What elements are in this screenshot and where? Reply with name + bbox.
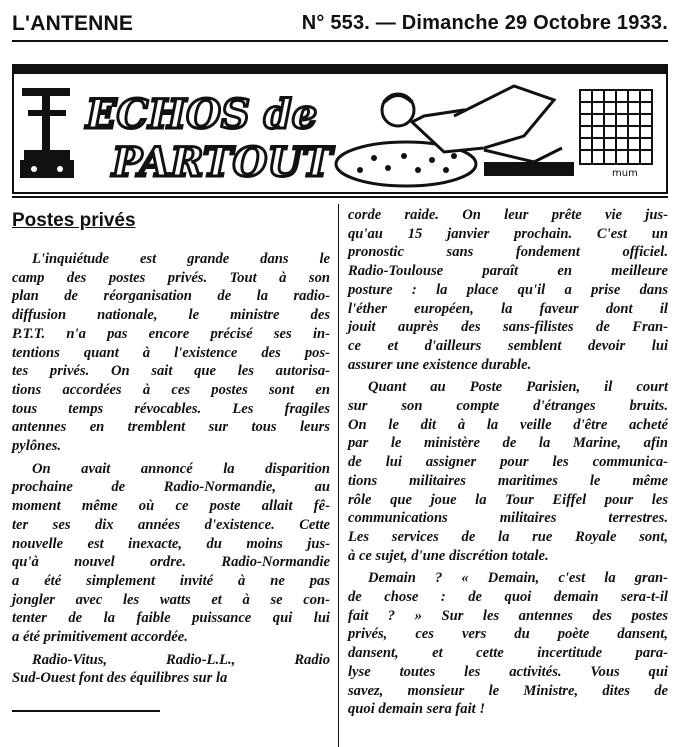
text-line: On avait annoncé la disparition	[32, 460, 330, 477]
text-line: tous temps révocables. Les fragiles	[12, 400, 330, 417]
text-line: par le ministère de la Marine, afin	[348, 435, 668, 452]
text-line: Les services de la rue Royale sont,	[348, 528, 668, 545]
text-line: prochaine de Radio-Normandie, au	[12, 479, 330, 496]
issue-date: N° 553. — Dimanche 29 Octobre 1933.	[301, 12, 668, 34]
text-line: moment même où ce poste allait fê-	[12, 498, 330, 515]
text-line: tes privés. On sait que les autorisa-	[12, 363, 330, 380]
text-line: Demain ? « Demain, c'est la gran-	[368, 570, 668, 587]
newspaper-name: L'ANTENNE	[12, 12, 134, 35]
masthead	[12, 10, 668, 42]
text-line: plan de réorganisation de la radio-	[12, 288, 330, 305]
echos-de-partout-banner	[12, 64, 668, 194]
radio-set-icon	[20, 88, 74, 178]
text-line: Sud-Ouest font des équilibres sur la	[12, 670, 228, 687]
article-paragraph	[12, 651, 330, 688]
text-line: savez, monsieur le Ministre, dites de	[348, 682, 668, 699]
text-line: tions accordées à ces postes sont en	[12, 381, 330, 398]
text-line: de lui assigner pour les communica-	[348, 454, 668, 471]
text-line: Quant au Poste Parisien, il court	[368, 379, 668, 396]
text-line: jongler avec les watts et à se con-	[12, 591, 330, 608]
text-line: Radio-Toulouse paraît en meilleure	[348, 263, 668, 280]
text-line: ter ses dix années d'existence. Cette	[12, 516, 330, 533]
text-line: diffusion nationale, le ministre des	[12, 307, 330, 324]
reclining-figure-illustration	[336, 86, 574, 186]
text-line: sur son compte d'étranges bruits.	[348, 398, 668, 415]
text-line: qu'à nouvel ordre. Radio-Normandie	[12, 554, 330, 571]
text-line: rôle que joue la Tour Eiffel pour les	[348, 491, 668, 508]
text-line: a été simplement invité à ne pas	[12, 572, 330, 589]
text-line: de chose : de quoi demain sera-t-il	[348, 589, 668, 606]
left-column	[12, 250, 330, 688]
text-line: nouvelle est inexacte, du moins jus-	[12, 535, 330, 552]
text-line: l'éther européen, la faveur dont il	[348, 300, 668, 317]
article-paragraph	[348, 569, 668, 719]
right-column	[348, 206, 668, 719]
article-paragraph	[348, 206, 668, 374]
text-line: pylônes.	[12, 438, 62, 455]
article-paragraph	[348, 378, 668, 565]
banner-bottom-rule	[12, 196, 668, 198]
article-paragraph	[12, 460, 330, 647]
text-line: camp des postes privés. Tout à son	[12, 269, 330, 286]
text-line: communications militaires terrestres.	[348, 510, 668, 527]
artist-signature: mum	[612, 168, 638, 179]
text-line: tentions quant à l'existence des pos-	[12, 344, 330, 361]
column-divider	[338, 204, 339, 747]
text-line: fait ? » Sur les antennes des postes	[348, 607, 668, 624]
article-headline: Postes privés	[12, 210, 136, 231]
text-line: jouit auprès des sans-filistes de Fran-	[348, 319, 668, 336]
text-line: posture : la place qu'il a prise dans	[348, 281, 668, 298]
text-line: dansent, et cette incertitude para-	[348, 645, 668, 662]
text-line: assurer une existence durable.	[348, 356, 532, 373]
text-line: tenter de la faible puissance qui lui	[12, 610, 330, 627]
article-paragraph	[12, 250, 330, 456]
text-line: a été primitivement accordée.	[12, 629, 188, 646]
text-line: On le dit à la veille d'être acheté	[348, 416, 668, 433]
text-line: P.T.T. n'a pas encore précisé ses in-	[12, 325, 330, 342]
text-line: antennes en tremblent sur tous leurs	[12, 419, 330, 436]
article-end-rule	[12, 710, 160, 712]
text-line: privés, ces vers du poète dansent,	[348, 626, 668, 643]
text-line: quoi demain sera fait !	[348, 701, 486, 718]
banner-illustration	[14, 66, 666, 192]
text-line: pronostic sans fondement officiel.	[348, 244, 668, 261]
text-line: corde raide. On leur prête vie jus-	[348, 207, 668, 223]
text-line: Radio-Vitus, Radio-L.L., Radio	[32, 651, 330, 668]
text-line: tions militaires maritimes le même	[348, 472, 668, 489]
text-line: L'inquiétude est grande dans le	[32, 251, 330, 267]
text-line: ce et d'ailleurs semblent devoir lui	[348, 337, 668, 354]
window-grid-icon	[580, 90, 652, 164]
text-line: lyse toutes les activités. Vous qui	[348, 663, 668, 680]
text-line: à ce sujet, d'une discrétion totale.	[348, 547, 549, 564]
banner-title-line1: ECHOS de	[86, 91, 318, 138]
banner-title-line2: PARTOUT	[112, 139, 332, 186]
text-line: qu'au 15 janvier prochain. C'est un	[348, 225, 668, 242]
